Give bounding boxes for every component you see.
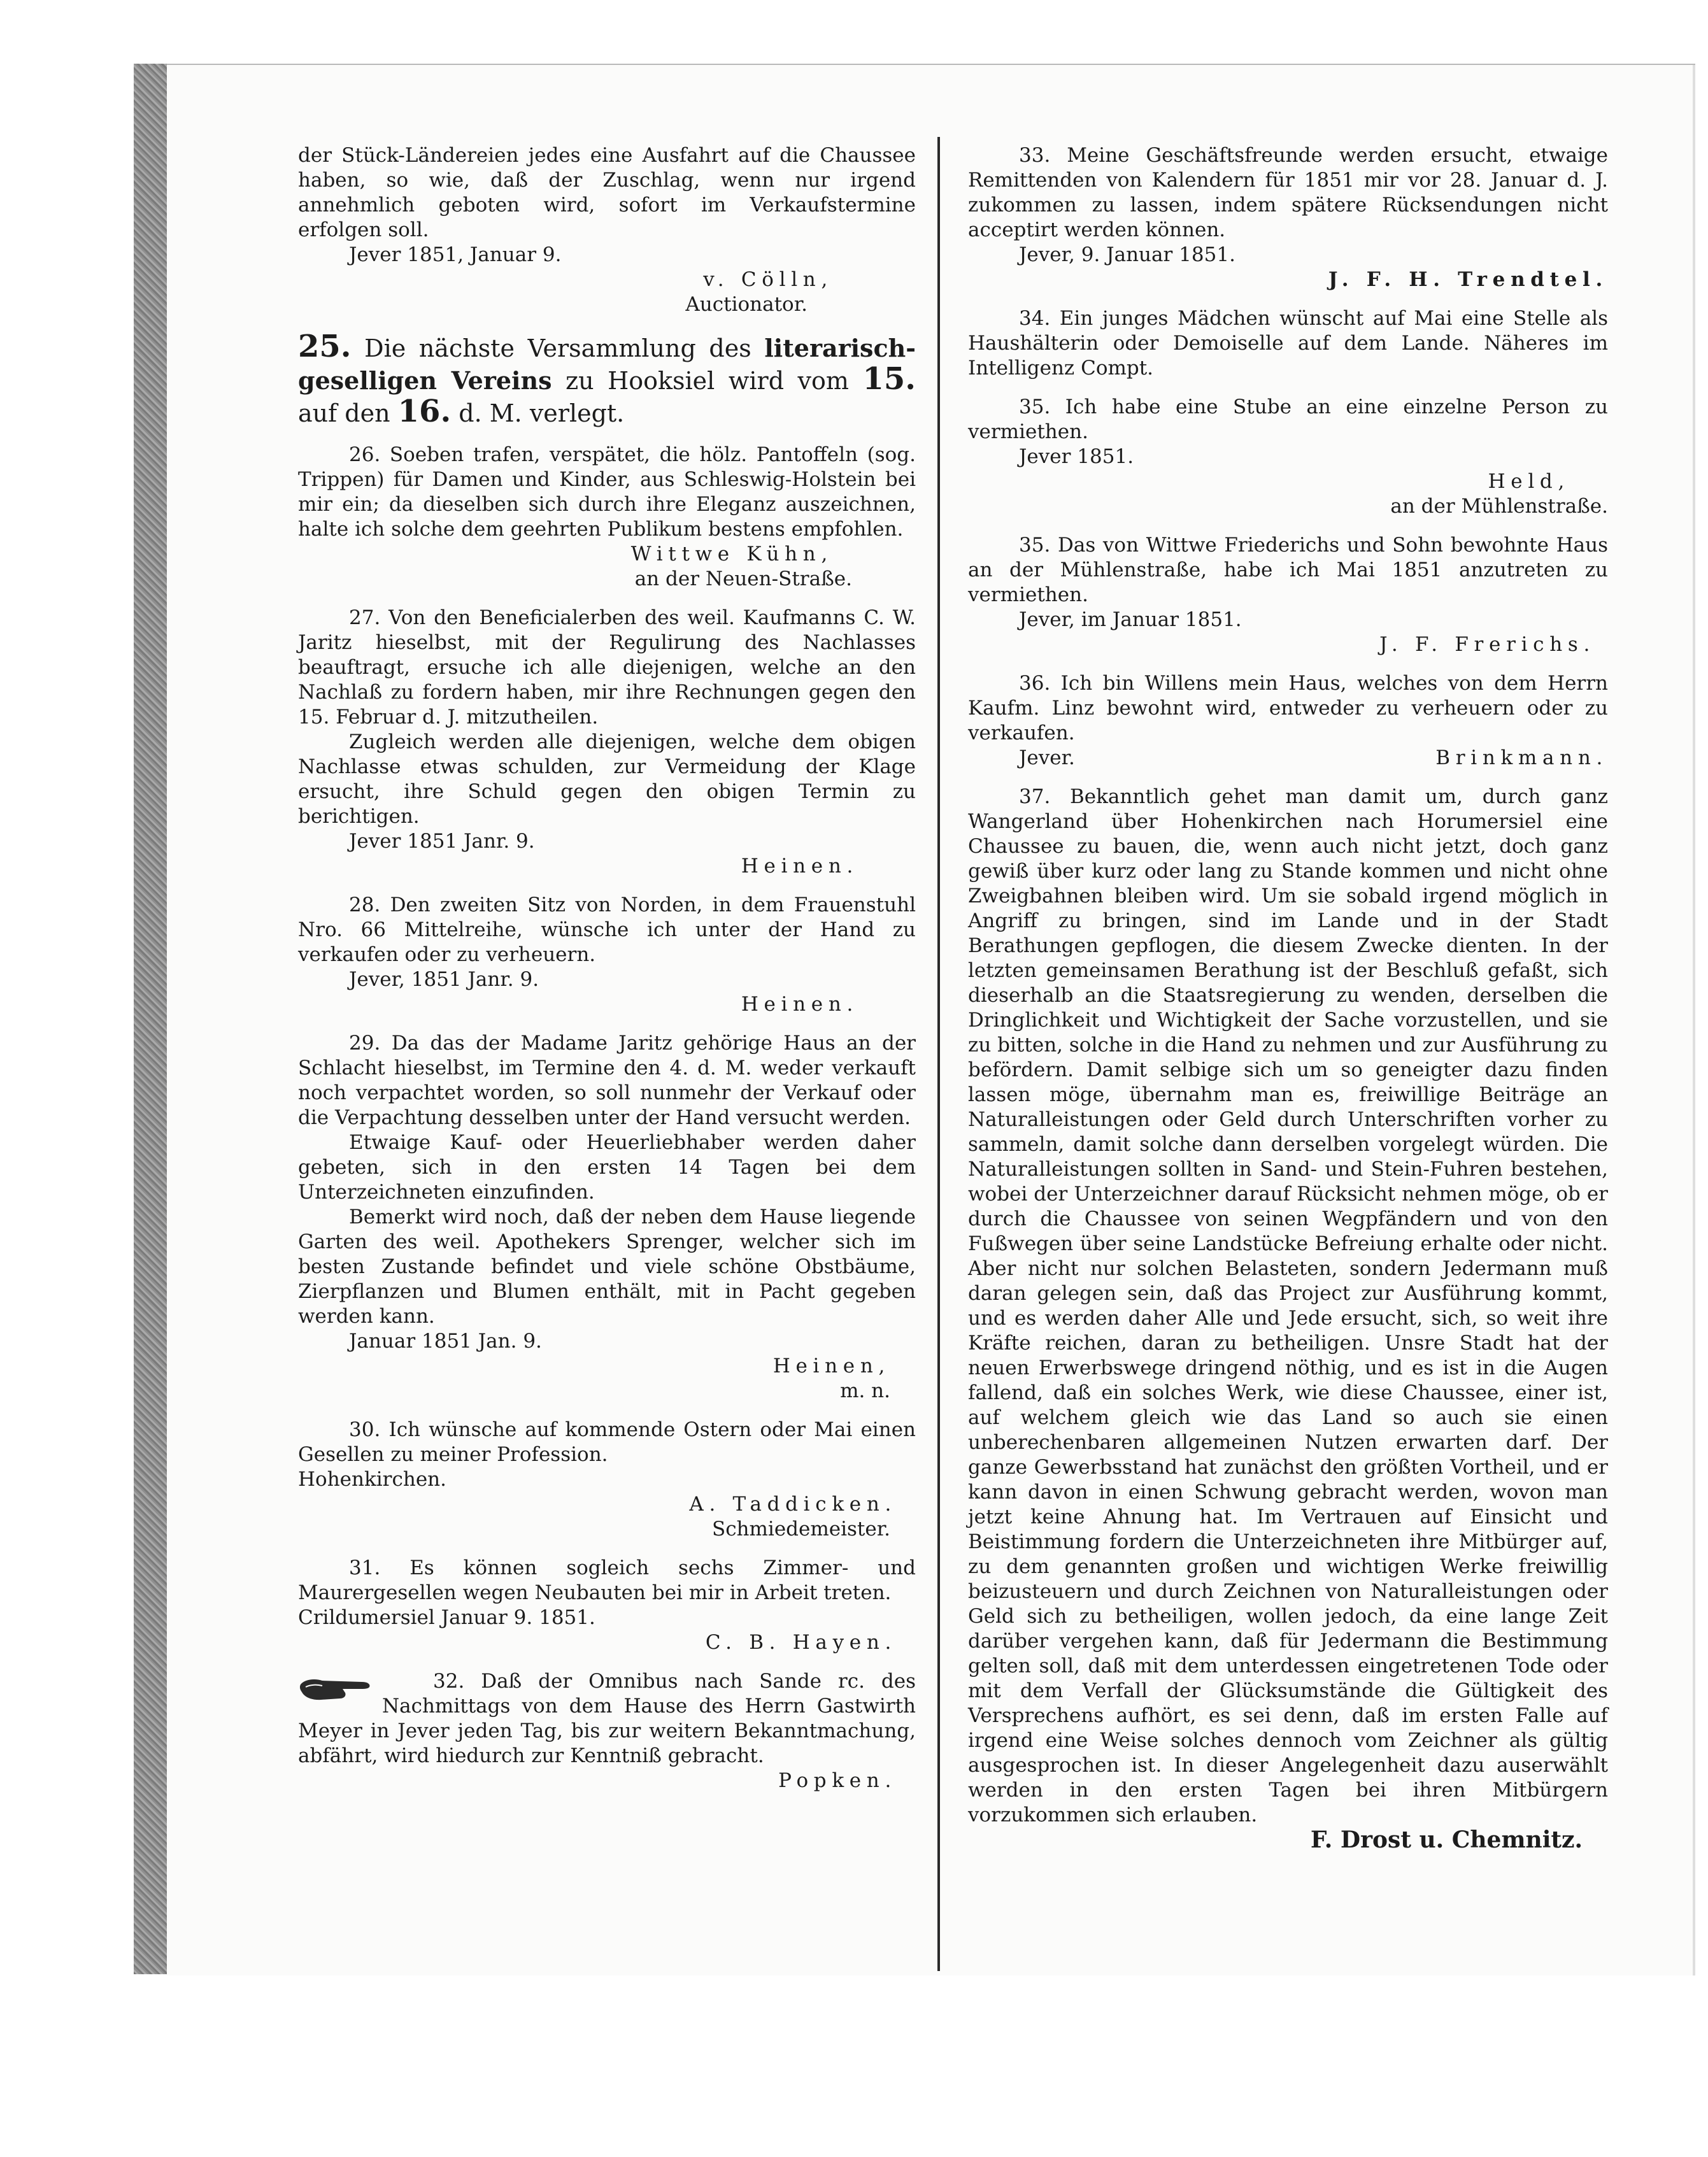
notice-36-place: Jever. (1019, 746, 1075, 769)
notice-36-footer (968, 746, 1608, 771)
notice-30-text: 30. Ich wünsche auf kommende Ostern oder Mai einen Gesellen zu meiner Profession. (298, 1418, 916, 1466)
notice-25 (298, 331, 916, 429)
notice-29-date: Januar 1851 Jan. 9. (349, 1330, 542, 1353)
notice-26-signature: Wittwe Kühn, (630, 543, 833, 566)
notice-30-place: Hohenkirchen. (298, 1468, 446, 1491)
notice-32 (298, 1669, 916, 1769)
notice-31-date: Crildumersiel Januar 9. 1851. (298, 1606, 595, 1629)
notice-29-signature-sub: m. n. (840, 1379, 890, 1402)
notice-30-signature: A. Taddicken. (689, 1493, 897, 1516)
continued-notice-text: der Stück-Ländereien jedes eine Ausfahrt auf die Chaussee haben, so wie, daß der Zuschlag, wenn nur irgend annehmlich geboten wird, sofort im Verkaufstermine erfolgen soll. (298, 144, 916, 241)
notice-28-text: 28. Den zweiten Sitz von Norden, in dem Frauenstuhl Nro. 66 Mittelreihe, wünsche ich unter der Hand zu verkaufen oder zu verheuern. (298, 893, 916, 966)
column-divider (937, 137, 940, 1971)
notice-27-text-2: Zugleich werden alle diejenigen, welche dem obigen Nachlasse etwas schulden, zur Vermeidung der Klage ersucht, ihre Schuld gegen den obigen Termin zu berichtigen. (298, 730, 916, 828)
notice-33-text: 33. Meine Geschäftsfreunde werden ersucht, etwaige Remittenden von Kalendern für 1851 mir vor 28. Januar d. J. zukommen zu lassen, indem spätere Rücksendungen nicht acceptirt werden können. (968, 144, 1608, 241)
notice-34-text: 34. Ein junges Mädchen wünscht auf Mai eine Stelle als Haushälterin oder Demoiselle auf dem Lande. Näheres im Intelligenz Compt. (968, 307, 1608, 380)
notice-35a-signature: Held, (1488, 470, 1570, 493)
notice-37-signature: F. Drost u. Chemnitz. (1310, 1826, 1583, 1853)
notice-35b-date: Jever, im Januar 1851. (1019, 608, 1242, 631)
book-binding-edge (134, 64, 169, 1974)
notice-36-signature: Brinkmann. (1435, 746, 1608, 769)
notice-25-text-c: zu Hooksiel wird vom (566, 367, 849, 395)
notice-25-number: 25. (298, 329, 352, 364)
notice-35a-address: an der Mühlenstraße. (1390, 495, 1608, 518)
notice-35a-text: 35. Ich habe eine Stube an eine einzelne Person zu vermiethen. (968, 395, 1608, 443)
continued-notice-title: Auctionator. (685, 293, 808, 316)
notice-36-text: 36. Ich bin Willens mein Haus, welches von dem Herrn Kaufm. Linz bewohnt wird, entweder zu verheuern oder zu verkaufen. (968, 672, 1608, 744)
notice-25-text-e: d. M. verlegt. (459, 399, 625, 427)
notice-31-signature: C. B. Hayen. (705, 1631, 897, 1654)
notice-35b-text: 35. Das von Wittwe Friederichs und Sohn bewohnte Haus an der Mühlenstraße, habe ich Mai 1851 anzutreten zu vermiethen. (968, 534, 1608, 606)
notice-26-text: 26. Soeben trafen, verspätet, die hölz. Pantoffeln (sog. Trippen) für Damen und Kinder, aus Schleswig-Holstein bei mir ein; da dieselben sich durch ihre Eleganz auszeichnen, halte ich solche dem geehrten Publikum bestens empfohlen. (298, 443, 916, 541)
notice-25-day-from: 15. (862, 361, 916, 397)
notice-28-date: Jever, 1851 Janr. 9. (349, 968, 539, 991)
notice-28-signature: Heinen. (741, 993, 858, 1016)
left-column (298, 143, 916, 1793)
notice-25-society-name: literarisch-geselligen Vereins (298, 334, 916, 395)
pointing-hand-icon (298, 1672, 377, 1706)
notice-26-address: an der Neuen-Straße. (634, 567, 852, 590)
notice-33-date: Jever, 9. Januar 1851. (1019, 243, 1235, 266)
notice-30-title: Schmiedemeister. (711, 1518, 890, 1541)
notice-37-text: 37. Bekanntlich gehet man damit um, durch ganz Wangerland über Hohenkirchen nach Horumersiel eine Chaussee zu bauen, die, wenn auch nicht jetzt, doch ganz gewiß über kurz oder lang zu Stande kommen und nicht ohne Zweigbahnen bleiben wird. Um sie sobald irgend möglich in Angriff zu bringen, sind im Lande und in der Stadt Berathungen gepflogen, die diesem Zwecke dienten. In der letzten gemeinsamen Berathung ist der Beschluß gefaßt, sich dieserhalb an die Staatsregierung zu wenden, derselben die Dringlichkeit und Wichtigkeit der Sache vorzustellen, und sie zu bitten, solche in die Hand zu nehmen und zur Ausführung zu befördern. Damit selbige sich um so geneigter dazu finden lassen möge, übernahm man es, freiwillige Beiträge an Naturalleistungen oder Geld durch Unterschriften vorher zu sammeln, damit solche dann derselben vorgelegt würden. Die Naturalleistungen sollten in Sand- und Stein-Fuhren bestehen, wobei der Unterzeichner darauf Rücksicht nehmen möge, ob er durch die Chaussee von seinen Wegpfändern und von den Fußwegen über seine Landstücke Befreiung erhalte oder nicht. Aber nicht nur solchen Belasteten, sondern Jedermann muß daran gelegen sein, daß das Project zur Ausführung kommt, und es werden daher Alle und Jede ersucht, sich, so weit ihre Kräfte reichen, daran zu betheiligen. Unsre Stadt hat der neuen Erwerbswege dringend nöthig, und es ist in die Augen fallend, daß ein solches Werk, wie diese Chaussee, einer ist, auf welchem gleich wie das Land so auch sie einen unberechenbaren allgemeinen Nutzen erwarten darf. Der ganze Gewerbsstand hat zunächst den größten Vortheil, und er kann davon in einen Schwung gebracht werden, wovon man jetzt keine Ahnung hat. Im Vertrauen auf Einsicht und Beistimmung fordern die Unterzeichneten ihre Mitbürger auf, zu dem genannten großen und wichtigen Werke freiwillig beizusteuern und durch Zeichnen von Naturalleistungen oder Geld sich zu betheiligen, wollen jedoch, da eine lange Zeit darüber vergehen kann, daß für Jedermann die Bestimmung gelten soll, daß mit dem unterdessen eingetretenen Tode oder mit dem Verfall der Glücksumstände die Gültigkeit des Versprechens aufhört, es sei denn, daß im ersten Falle auf irgend eine Weise solches dennoch vom Zeichner als gültig ausgesprochen ist. In dieser Angelegenheit dazu auserwählt werden in den ersten Tagen bei ihren Mitbürgern vorzukommen sich erlauben. (968, 785, 1608, 1826)
notice-25-text-a: Die nächste Versammlung des (364, 334, 751, 362)
notice-32-text: 32. Daß der Omnibus nach Sande rc. des Nachmittags von dem Hause des Herrn Gastwirth Meyer in Jever jeden Tag, bis zur weitern Bekanntmachung, abfährt, wird hiedurch zur Kenntniß gebracht. (298, 1670, 916, 1767)
notice-27-text: 27. Von den Beneficialerben des weil. Kaufmanns C. W. Jaritz hieselbst, mit der Regulirung des Nachlasses beauftragt, ersuche ich alle diejenigen, welche an den Nachlaß zu fordern haben, mir ihre Rechnungen gegen den 15. Februar d. J. mitzutheilen. (298, 606, 916, 729)
notice-35b-signature: J. F. Frerichs. (1379, 633, 1595, 656)
notice-25-day-to: 16. (397, 394, 452, 429)
notice-33-signature: J. F. H. Trendtel. (1328, 268, 1608, 291)
notice-29-text-2: Etwaige Kauf- oder Heuerliebhaber werden daher gebeten, sich in den ersten 14 Tagen bei dem Unterzeichneten einzufinden. (298, 1131, 916, 1204)
notice-31-text: 31. Es können sogleich sechs Zimmer- und Maurergesellen wegen Neubauten bei mir in Arbeit treten. (298, 1556, 916, 1604)
notice-27-signature: Heinen. (741, 855, 858, 878)
continued-notice-date: Jever 1851, Januar 9. (349, 243, 562, 266)
right-column (968, 143, 1608, 1853)
notice-29-signature: Heinen, (772, 1355, 890, 1377)
notice-32-signature: Popken. (778, 1769, 897, 1792)
notice-25-text-d: auf den (298, 399, 390, 427)
notice-29-text: 29. Da das der Madame Jaritz gehörige Haus an der Schlacht hieselbst, im Termine den 4. d. M. weder verkauft noch verpachtet worden, so soll nunmehr der Verkauf oder die Verpachtung desselben unter der Hand versucht werden. (298, 1032, 916, 1129)
notice-29-text-3: Bemerkt wird noch, daß der neben dem Hause liegende Garten des weil. Apothekers Sprenger, welcher sich im besten Zustande befindet und viele schöne Obstbäume, Zierpflanzen und Blumen enthält, mit in Pacht gegeben werden kann. (298, 1206, 916, 1328)
notice-35a-date: Jever 1851. (1019, 445, 1134, 468)
notice-27-date: Jever 1851 Janr. 9. (349, 830, 535, 853)
continued-notice-signature: v. Cölln, (703, 268, 833, 291)
